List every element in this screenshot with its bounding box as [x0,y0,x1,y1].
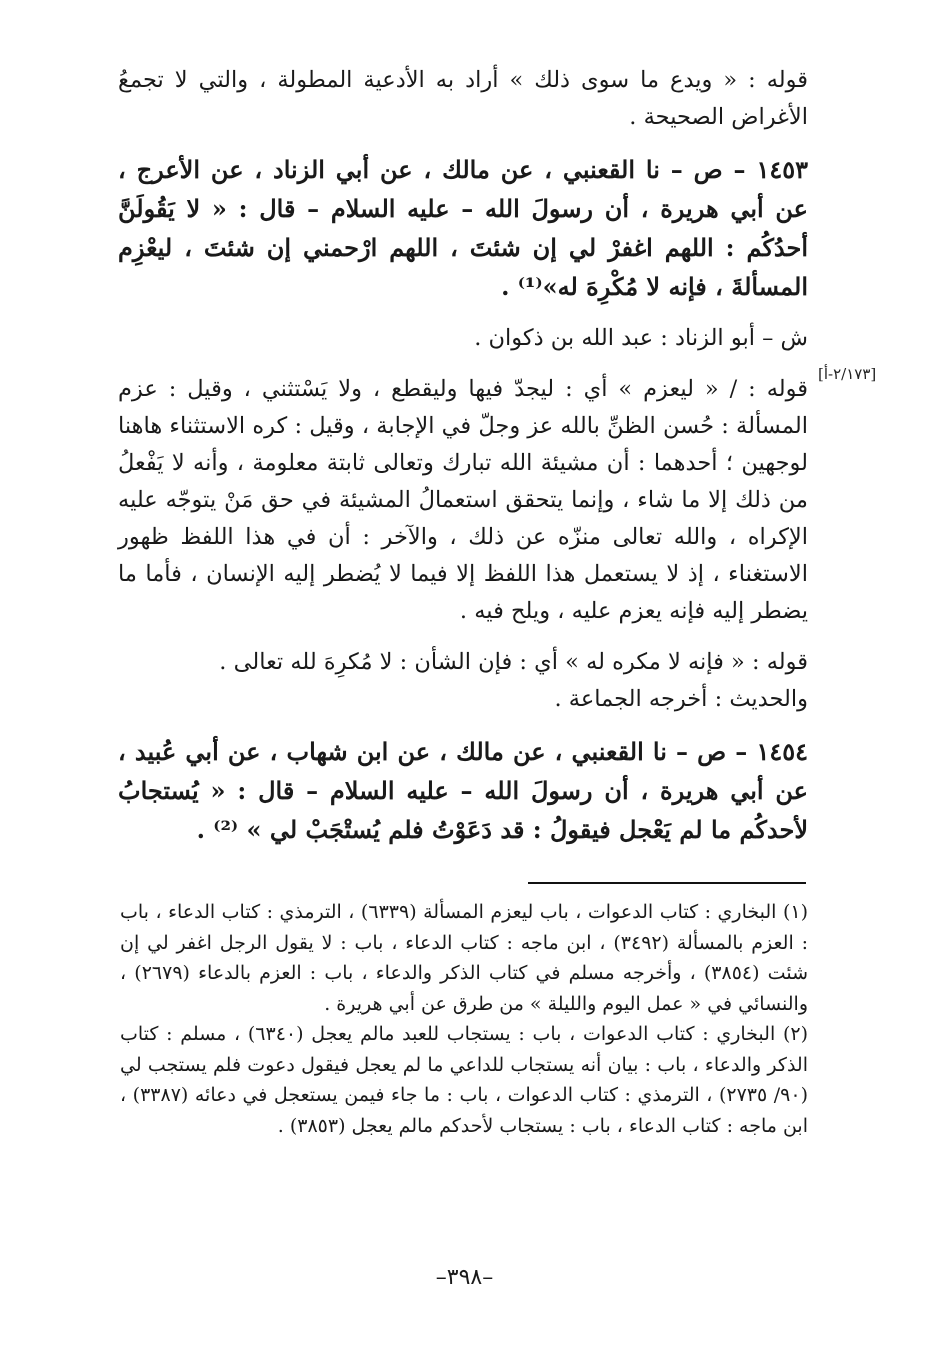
page-number: –٣٩٨– [435,1265,494,1290]
main-text [118,62,808,863]
commentary-paragraph-1: قوله : « ويدع ما سوى ذلك » أراد به الأدعية المطولة ، والتي لا تجمعُ الأغراض الصحيحة . [118,67,808,130]
footnotes [120,897,808,1141]
margin-manuscript-ref: [٢/١٧٣-أ] [818,365,877,383]
hadith-1453: ١٤٥٣ – ص – نا القعنبي ، عن مالك ، عن أبي الزناد ، عن الأعرج ، عن أبي هريرة ، أن رسولَ الله – عليه السلام – قال : « لا يَقُولَنَّ أحدُكُم : اللهم اغفرْ لي إن شئتَ ، اللهم ارْحمني إن شئتَ ، ليعْزِم المسألةَ ، فإنه لا مُكْرِهَ له»⁽¹⁾ . [118,155,808,301]
commentary-paragraph-2: قوله : / « ليعزم » أي : ليجدّ فيها وليقطع ، ولا يَسْتثني ، وقيل : عزم المسألة : حُسن الظنِّ بالله عز وجلّ في الإجابة ، وقيل : كره الاستثناء هاهنا لوجهين ؛ أحدهما : أن مشيئة الله تبارك وتعالى ثابتة معلومة ، وأنه لا يَفْعلُ من ذلك إلا ما شاء ، وإنما يتحقق استعمالُ المشيئة في حق مَنْ يتوجّه عليه الإكراه ، والله تعالى منزّه عن ذلك ، والآخر : أن في هذا اللفظ ظهور الاستغناء ، إذ لا يستعمل هذا اللفظ إلا فيما لا يُضطر إليه الإنسان ، فأما ما يضطر إليه فإنه يعزم عليه ، ويلح فيه . [118,376,808,624]
commentary-paragraph-3: قوله : « فإنه لا مكره له » أي : فإن الشأن : لا مُكرِهَ لله تعالى . [219,649,808,675]
footnote-1: (١) البخاري : كتاب الدعوات ، باب ليعزم المسألة (٦٣٣٩) ، الترمذي : كتاب الدعاء ، باب : العزم بالمسألة (٣٤٩٢) ، ابن ماجه : كتاب الدعاء ، باب : لا يقول الرجل اغفر لي إن شئت (٣٨٥٤) ، وأخرجه مسلم في كتاب الذكر والدعاء ، باب : العزم بالدعاء (٢٦٧٩) ، والنسائي في « عمل اليوم والليلة » من طرق عن أبي هريرة . [120,901,808,1015]
commentary-paragraph-4: والحديث : أخرجه الجماعة . [554,686,808,712]
hadith-1454: ١٤٥٤ – ص – نا القعنبي ، عن مالك ، عن ابن شهاب ، عن أبي عُبيد ، عن أبي هريرة ، أن رسولَ الله – عليه السلام – قال : « يُستجابُ لأحدكُم ما لم يَعْجل فيقولُ : قد دَعَوْتُ فلم يُستْجَبْ لي » ⁽²⁾ . [118,737,808,844]
footnote-divider [528,882,806,884]
sharh-line: ش – أبو الزناد : عبد الله بن ذكوان . [474,325,808,351]
footnote-2: (٢) البخاري : كتاب الدعوات ، باب : يستجاب للعبد مالم يعجل (٦٣٤٠) ، مسلم : كتاب الذكر والدعاء ، باب : بيان أنه يستجاب للداعي ما لم يعجل فيقول دعوت فلم يستجب لي (٩٠/ ٢٧٣٥) ، الترمذي : كتاب الدعوات ، باب : ما جاء فيمن يستعجل في دعائه (٣٣٨٧) ، ابن ماجه : كتاب الدعاء ، باب : يستجاب لأحدكم مالم يعجل (٣٨٥٣) . [120,1023,808,1137]
